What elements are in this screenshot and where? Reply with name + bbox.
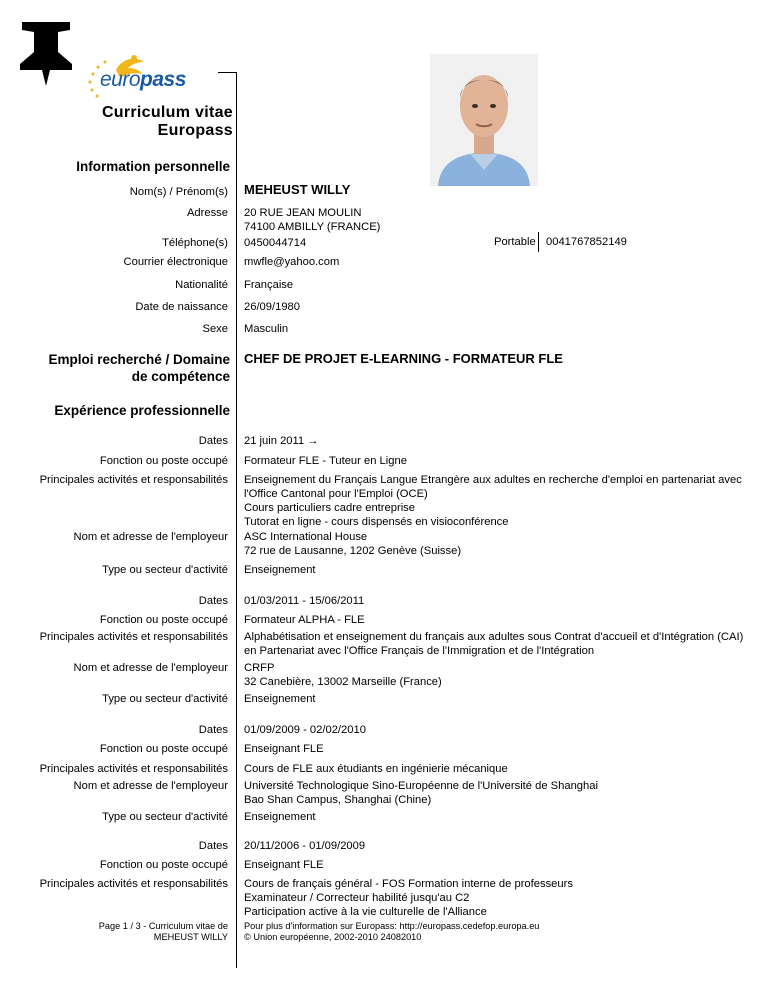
nationality-label: Nationalité: [175, 279, 228, 291]
exp3-activities-label: Principales activités et responsabilités: [39, 763, 228, 775]
footer-info-line2: © Union européenne, 2002-2010 24082010: [244, 932, 422, 942]
exp1-sector-label: Type ou secteur d'activité: [102, 564, 228, 576]
exp2-sector: Enseignement: [244, 693, 316, 705]
section-title-personal: Information personnelle: [76, 159, 230, 174]
exp1-position: Formateur FLE - Tuteur en Ligne: [244, 455, 407, 467]
exp3-sector-label: Type ou secteur d'activité: [102, 811, 228, 823]
mobile-label: Portable: [494, 236, 536, 248]
job-label-line1: Emploi recherché / Domaine: [48, 352, 230, 367]
exp1-activity-line: Tutorat en ligne - cours dispensés en visioconférence: [244, 516, 509, 528]
exp2-employer-label: Nom et adresse de l'employeur: [73, 662, 228, 674]
exp1-dates: 21 juin 2011 →: [244, 435, 319, 447]
exp3-position: Enseignant FLE: [244, 743, 324, 755]
email-label: Courrier électronique: [123, 256, 228, 268]
exp2-activity-line: Alphabétisation et enseignement du français aux adultes sous Contrat d'accueil et d'Intégration (CAI): [244, 631, 744, 643]
exp2-dates-label: Dates: [198, 595, 228, 607]
phone-value: 0450044714: [244, 237, 307, 249]
exp1-employer: [244, 530, 461, 558]
exp1-activities: [244, 473, 742, 529]
exp2-activities: [244, 630, 743, 658]
exp3-sector: Enseignement: [244, 811, 316, 823]
pushpin-icon: [12, 18, 80, 88]
phone-label: Téléphone(s): [162, 237, 228, 249]
exp3-position-label: Fonction ou poste occupé: [99, 743, 228, 755]
exp4-activity-line: Participation active à la vie culturelle de l'Alliance: [244, 906, 487, 918]
email-value: mwfle@yahoo.com: [244, 256, 340, 268]
exp2-activity-line: en Partenariat avec l'Office Français de l'Immigration et de l'Intégration: [244, 645, 595, 657]
exp3-activities: Cours de FLE aux étudiants en ingénierie mécanique: [244, 763, 508, 775]
exp3-employer: [244, 779, 598, 807]
section-title-experience: Expérience professionnelle: [54, 403, 230, 418]
birth-value: 26/09/1980: [244, 301, 300, 313]
footer-europass-info: [244, 921, 539, 943]
exp1-employer-line: 72 rue de Lausanne, 1202 Genève (Suisse): [244, 545, 462, 557]
job-label: [48, 351, 230, 385]
exp3-dates: 01/09/2009 - 02/02/2010: [244, 724, 366, 736]
address-line1: 20 RUE JEAN MOULIN: [244, 207, 362, 219]
column-corner: [218, 72, 237, 93]
exp2-employer: [244, 661, 442, 689]
exp3-employer-line: Université Technologique Sino-Européenne de l'Université de Shanghai: [244, 780, 598, 792]
exp2-position-label: Fonction ou poste occupé: [99, 614, 228, 626]
exp4-dates-label: Dates: [198, 840, 228, 852]
exp2-activities-label: Principales activités et responsabilités: [39, 631, 228, 643]
exp1-activity-line: Enseignement du Français Langue Etrangère aux adultes en recherche d'emploi en partenariat avec: [244, 474, 742, 486]
exp4-activity-line: Cours de français général - FOS Formation interne de professeurs: [244, 878, 573, 890]
address-value: [244, 206, 380, 234]
exp4-position-label: Fonction ou poste occupé: [99, 859, 228, 871]
address-line2: 74100 AMBILLY (FRANCE): [244, 221, 381, 233]
europass-logo: [84, 52, 194, 102]
column-divider: [236, 72, 237, 968]
exp2-position: Formateur ALPHA - FLE: [244, 614, 365, 626]
exp1-employer-label: Nom et adresse de l'employeur: [73, 531, 228, 543]
name-value: MEHEUST WILLY: [244, 182, 351, 197]
cv-title-line2: Europass: [157, 122, 233, 139]
exp4-activity-line: Examinateur / Correcteur habilité jusqu'au C2: [244, 892, 470, 904]
sex-label: Sexe: [202, 323, 228, 335]
exp1-employer-line: ASC International House: [244, 531, 368, 543]
footer-page-line2: MEHEUST WILLY: [153, 932, 228, 942]
exp3-dates-label: Dates: [198, 724, 228, 736]
birth-label: Date de naissance: [135, 301, 228, 313]
exp1-position-label: Fonction ou poste occupé: [99, 455, 228, 467]
name-label: Nom(s) / Prénom(s): [129, 186, 228, 198]
exp2-sector-label: Type ou secteur d'activité: [102, 693, 228, 705]
profile-photo: [430, 54, 538, 186]
europass-wordmark: [100, 68, 186, 92]
exp2-dates: 01/03/2011 - 15/06/2011: [244, 595, 365, 607]
mobile-value: 0041767852149: [546, 236, 627, 248]
exp4-position: Enseignant FLE: [244, 859, 324, 871]
exp4-activities: [244, 877, 573, 919]
logo-euro: euro: [100, 68, 141, 91]
job-value: CHEF DE PROJET E-LEARNING - FORMATEUR FLE: [244, 351, 563, 366]
exp1-activity-line: l'Office Cantonal pour l'Emploi (OCE): [244, 488, 428, 500]
address-label: Adresse: [186, 207, 228, 219]
exp1-sector: Enseignement: [244, 564, 316, 576]
exp4-activities-label: Principales activités et responsabilités: [39, 878, 228, 890]
cv-title: [102, 104, 233, 140]
exp1-activity-line: Cours particuliers cadre entreprise: [244, 502, 415, 514]
cv-title-line1: Curriculum vitae: [101, 104, 233, 121]
exp2-employer-line: CRFP: [244, 662, 275, 674]
exp1-activities-label: Principales activités et responsabilités: [39, 474, 228, 486]
exp2-employer-line: 32 Canebière, 13002 Marseille (France): [244, 676, 442, 688]
job-label-line2: de compétence: [131, 369, 230, 384]
sex-value: Masculin: [244, 323, 289, 335]
exp1-dates-label: Dates: [198, 435, 228, 447]
footer-page-line1: Page 1 / 3 - Curriculum vitae de: [98, 921, 228, 931]
exp4-dates: 20/11/2006 - 01/09/2009: [244, 840, 366, 852]
footer-page-info: [99, 921, 228, 943]
exp3-employer-label: Nom et adresse de l'employeur: [73, 780, 228, 792]
logo-pass: pass: [140, 68, 186, 91]
mobile-separator: [538, 232, 539, 252]
exp3-employer-line: Bao Shan Campus, Shanghai (Chine): [244, 794, 432, 806]
nationality-value: Française: [244, 279, 294, 291]
footer-info-line1: Pour plus d'information sur Europass: http://europass.cedefop.europa.eu: [244, 921, 540, 931]
profile-photo-graphic: [430, 54, 538, 186]
